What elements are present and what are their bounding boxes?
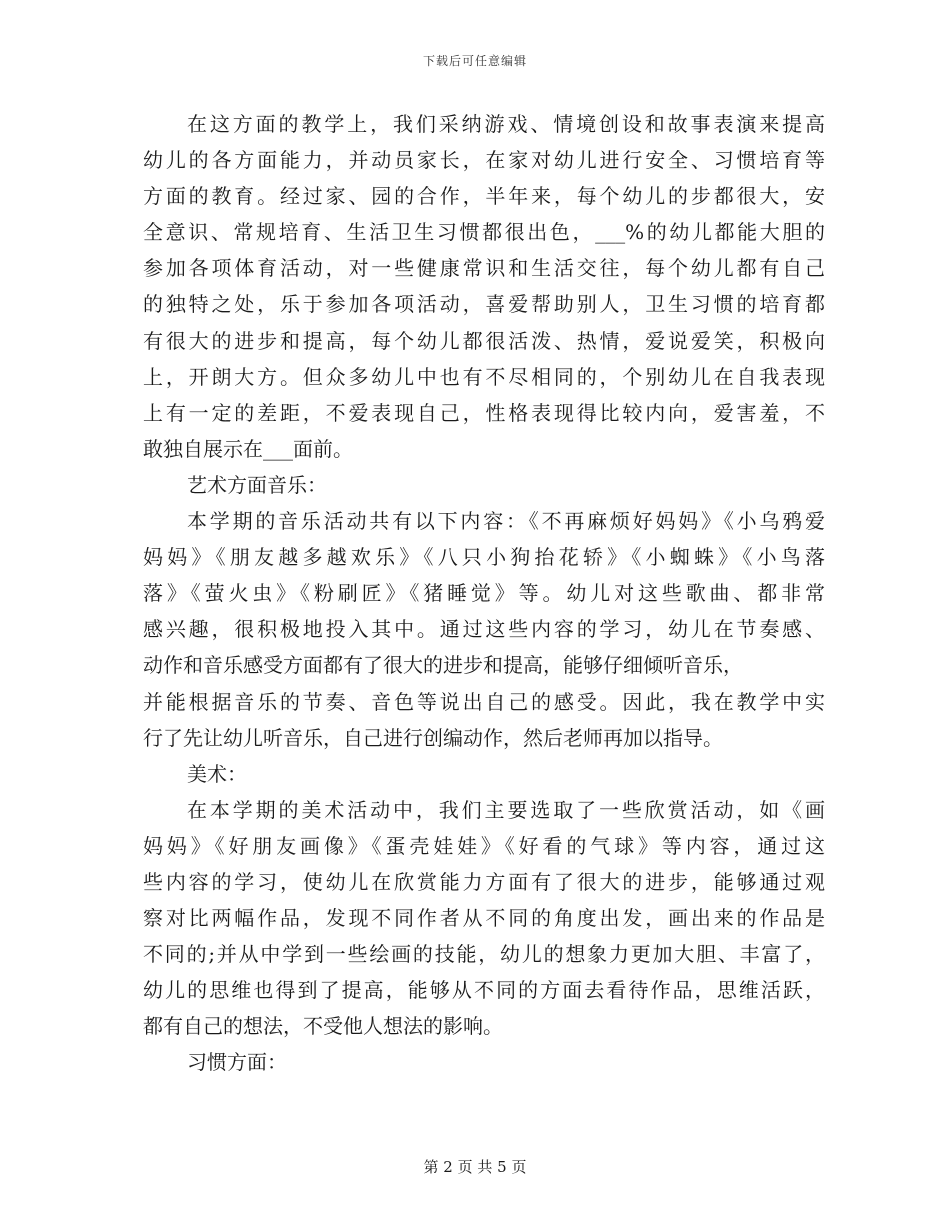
section-heading: 习惯方面：	[187, 1050, 287, 1075]
paragraph-line: 不同的;并从中学到一些绘画的技能，幼儿的想象力更加大胆、丰富了，	[143, 942, 825, 967]
paragraph-line: 参加各项体育活动，对一些健康常识和生活交往，每个幼儿都有自己	[143, 256, 825, 281]
paragraph-line: 并能根据音乐的节奏、音色等说出自己的感受。因此，我在教学中实	[143, 689, 825, 714]
paragraph-line: 落》《萤火虫》《粉刷匠》《猪睡觉》等。幼儿对这些歌曲、都非常	[143, 581, 825, 606]
paragraph-line: 在这方面的教学上，我们采纳游戏、情境创设和故事表演来提高	[187, 112, 825, 136]
paragraph-line: 都有自己的想法，不受他人想法的影响。	[143, 1014, 503, 1039]
paragraph-line: 行了先让幼儿听音乐，自己进行创编动作，然后老师再加以指导。	[143, 725, 723, 750]
paragraph-line: 妈妈》《朋友越多越欢乐》《八只小狗抬花轿》《小蜘蛛》《小鸟落	[143, 545, 825, 570]
page-header: 下载后可任意编辑	[422, 54, 527, 68]
section-heading: 美术：	[187, 761, 247, 786]
paragraph-line: 全意识、常规培育、生活卫生习惯都很出色，___%的幼儿都能大胆的	[143, 220, 825, 245]
paragraph-line: 幼儿的各方面能力，并动员家长，在家对幼儿进行安全、习惯培育等	[143, 148, 825, 173]
paragraph-line: 动作和音乐感受方面都有了很大的进步和提高，能够仔细倾听音乐，	[143, 653, 743, 678]
paragraph-line: 妈妈》《好朋友画像》《蛋壳娃娃》《好看的气球》等内容，通过这	[143, 833, 825, 858]
paragraph-line: 方面的教育。经过家、园的合作，半年来，每个幼儿的步都很大，安	[143, 184, 825, 209]
paragraph-line: 幼儿的思维也得到了提高，能够从不同的方面去看待作品，思维活跃，	[143, 978, 825, 1003]
paragraph-line: 上，开朗大方。但众多幼儿中也有不尽相同的，个别幼儿在自我表现	[143, 364, 825, 389]
paragraph-line: 在本学期的美术活动中，我们主要选取了一些欣赏活动，如《画	[187, 797, 825, 822]
paragraph-line: 有很大的进步和提高，每个幼儿都很活泼、热情，爱说爱笑，积极向	[143, 328, 825, 353]
paragraph-line: 察对比两幅作品，发现不同作者从不同的角度出发，画出来的作品是	[143, 906, 825, 931]
paragraph-line: 的独特之处，乐于参加各项活动，喜爱帮助别人，卫生习惯的培育都	[143, 292, 825, 317]
page-number: 第 2 页 共 5 页	[423, 1158, 527, 1176]
paragraph-line: 些内容的学习，使幼儿在欣赏能力方面有了很大的进步，能够通过观	[143, 869, 825, 894]
paragraph-line: 感兴趣，很积极地投入其中。通过这些内容的学习，幼儿在节奏感、	[143, 617, 825, 642]
paragraph-line: 上有一定的差距，不爱表现自己，性格表现得比较内向，爱害羞，不	[143, 400, 825, 425]
section-heading: 艺术方面音乐：	[187, 472, 327, 497]
document-body	[143, 106, 825, 1081]
paragraph-line: 本学期的音乐活动共有以下内容：《不再麻烦好妈妈》《小乌鸦爱	[187, 509, 825, 534]
paragraph-line: 敢独自展示在___面前。	[143, 436, 353, 461]
